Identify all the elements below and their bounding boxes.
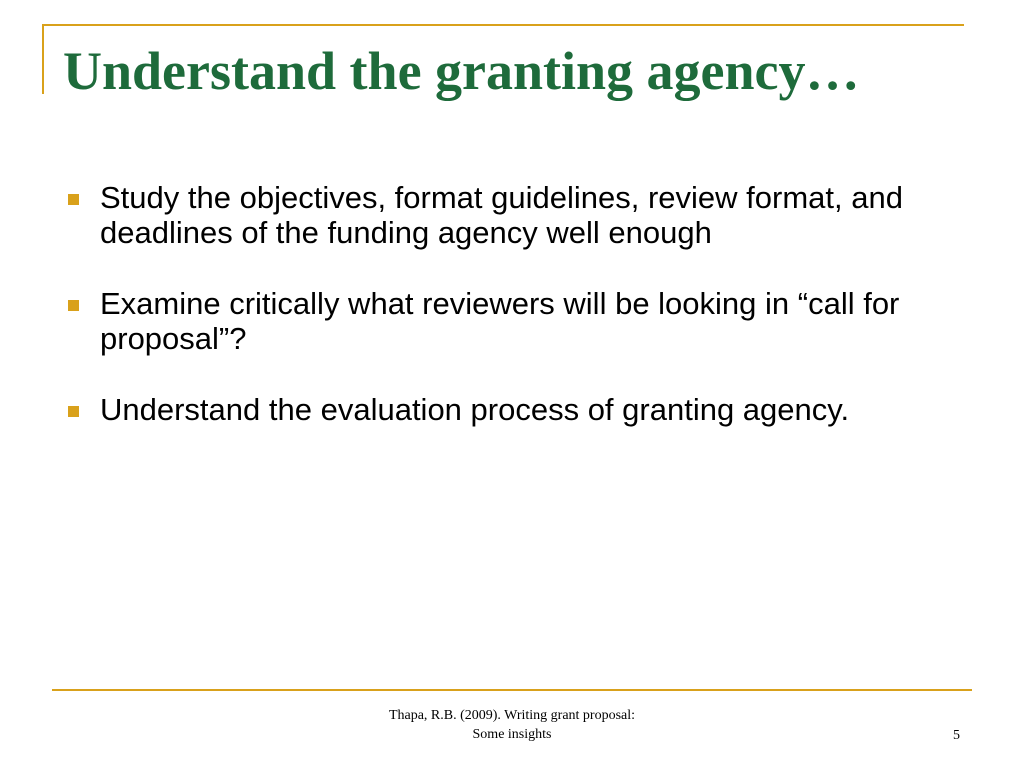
bullet-item xyxy=(62,180,942,250)
page-number: 5 xyxy=(953,728,960,743)
bullet-text: Study the objectives, format guidelines, review format, and deadlines of the funding agency well enough xyxy=(100,180,903,250)
square-bullet-icon xyxy=(68,406,79,417)
bullet-item xyxy=(62,286,942,356)
bullet-text: Understand the evaluation process of granting agency. xyxy=(100,392,850,427)
bullet-text: Examine critically what reviewers will be looking in “call for proposal”? xyxy=(100,286,900,356)
square-bullet-icon xyxy=(68,194,79,205)
footer-citation xyxy=(312,706,712,744)
left-accent-line xyxy=(42,24,44,94)
footer-citation-line2: Some insights xyxy=(472,727,552,742)
footer-citation-line1: Thapa, R.B. (2009). Writing grant proposal: xyxy=(388,708,636,723)
footer-divider xyxy=(52,689,972,691)
bullet-list xyxy=(62,180,942,463)
top-accent-line xyxy=(42,24,964,26)
bullet-item xyxy=(62,392,942,427)
slide-title: Understand the granting agency… xyxy=(63,41,860,101)
square-bullet-icon xyxy=(68,300,79,311)
